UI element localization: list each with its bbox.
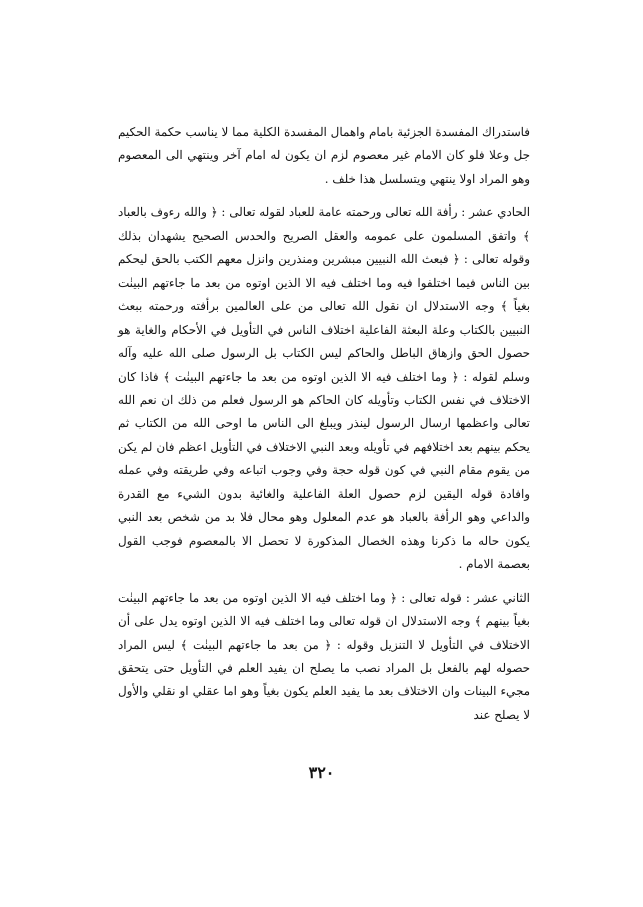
page-number: ٣٢٠ xyxy=(308,763,335,782)
body-text xyxy=(118,121,530,727)
paragraph-1: فاستدراك المفسدة الجزئية بامام واهمال المفسدة الكلية مما لا يناسب حكمة الحكيم جل وعلا فلو كان الامام غير معصوم لزم ان يكون له امام آخر وينتهي الى المعصوم وهو المراد اولا ينتهي ويتسلسل هذا خلف . xyxy=(118,125,530,186)
paragraph-2-eleventh-argument: الحادي عشر : رأفة الله تعالى ورحمته عامة للعباد لقوله تعالى : ﴿ والله رءوف بالعباد ﴾ واتفق المسلمون على عمومه والعقل الصريح والحدس الصحيح يشهدان بذلك وقوله تعالى : ﴿ فبعث الله النبيين مبشرين ومنذرين وانزل معهم الكتب بالحق ليحكم بين الناس فيما اختلفوا فيه وما اختلف فيه الا الذين اوتوه من بعد ما جاءتهم البينٰت بغياً ﴾ وجه الاستدلال ان نقول الله تعالى من على العالمين برأفته ورحمته ببعث النبيين بالكتاب وعلة البعثة الفاعلية اختلاف الناس في التأويل في الأحكام والغاية هو حصول الحق وازهاق الباطل والحاكم ليس الكتاب بل الرسول صلى الله عليه وآله وسلم لقوله : ﴿ وما اختلف فيه الا الذين اوتوه من بعد ما جاءتهم البينٰت ﴾ فاذا كان الاختلاف في نفس الكتاب وتأويله كان الحاكم هو الرسول فعلم من ذلك ان نعم الله تعالى واعظمها ارسال الرسول لينذر ويبلغ الى الناس ما اوحى الله من الكتاب ثم يحكم بينهم بعد اختلافهم في تأويله وبعد النبي الاختلاف في التأويل اعظم فان لم يكن من يقوم مقام النبي في كون قوله حجة وفي وجوب اتباعه وفي طريقته وفي عمله وافادة قوله اليقين لزم حصول العلة الفاعلية والغائية بدون الشيء مع القدرة والداعي وهو الرأفة بالعباد هو عدم المعلول وهو محال فلا بد من شخص بعد النبي يكون حاله ما ذكرنا وهذه الخصال المذكورة لا تحصل الا بالمعصوم فوجب القول بعصمة الامام . xyxy=(118,205,530,572)
paragraph-3-twelfth-argument: الثاني عشر : قوله تعالى : ﴿ وما اختلف فيه الا الذين اوتوه من بعد ما جاءتهم البينٰت بغياً بينهم ﴾ وجه الاستدلال ان قوله تعالى وما اختلف فيه الا الذين اوتوه يدل على أن الاختلاف في التأويل لا التنزيل وقوله : ﴿ من بعد ما جاءتهم البينٰت ﴾ ليس المراد حصوله لهم بالفعل بل المراد نصب ما يصلح ان يفيد العلم في التأويل حتى يتحقق مجيء البينات وان الاختلاف بعد ما يفيد العلم يكون بغياً وهو اما عقلي او نقلي والأول لا يصلح عند xyxy=(118,590,530,722)
